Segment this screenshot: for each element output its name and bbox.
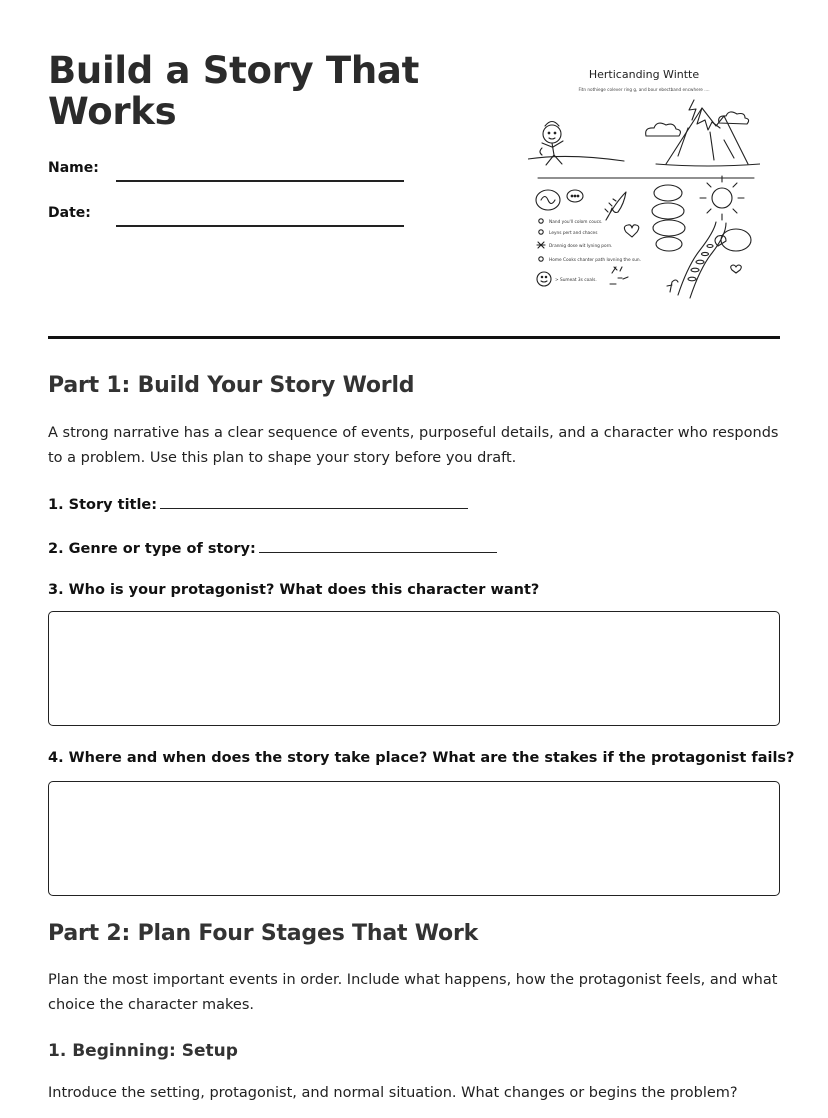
part1-intro: A strong narrative has a clear sequence of events, purposeful details, and a character who responds to a problem. Use this plan to shape your story before you draft. — [48, 425, 779, 466]
name-field — [48, 160, 408, 184]
illustration-list-item: Drannig dose wit lyning porn. — [549, 244, 613, 249]
part2-intro: Plan the most important events in order. Include what happens, how the protagonist feels, and what choice the character makes. — [48, 972, 778, 1013]
heart-icon — [624, 225, 638, 237]
section-divider — [48, 336, 780, 339]
stage1-heading: 1. Beginning: Setup — [48, 1041, 238, 1061]
stage1-prompt: Introduce the setting, protagonist, and normal situation. What changes or begins the problem? — [48, 1085, 738, 1101]
illustration-list-item: Leyns pert and chaces — [549, 231, 598, 236]
question-label: 1. Story title: — [48, 497, 158, 513]
name-label: Name: — [48, 160, 99, 176]
question-label: 2. Genre or type of story: — [48, 541, 256, 557]
illustration-caption: Fitn nothiege colever ring g, and bour ebectband encwhere .... — [578, 87, 710, 92]
thought-bubbles — [536, 190, 583, 210]
story-title-blank[interactable] — [160, 494, 468, 509]
question-protagonist: 3. Who is your protagonist? What does this character want? — [48, 582, 540, 598]
stacked-ovals — [652, 185, 685, 251]
list-bullets — [537, 219, 551, 286]
part2-heading: Part 2: Plan Four Stages That Work — [48, 921, 479, 946]
question-setting: 4. Where and when does the story take place? What are the stakes if the protagonist fails? — [48, 750, 795, 766]
illustration-heading: Herticanding Wintte — [588, 68, 700, 81]
winding-path — [667, 222, 726, 298]
illustration-list-item: Home Cooks chanter path lovning the sun. — [549, 258, 642, 263]
story-illustration — [528, 60, 760, 300]
date-field — [48, 205, 408, 229]
illustration-list-item: Nand you'll colom coucs. — [549, 220, 603, 225]
mountain-icon — [656, 100, 760, 166]
question-story-title — [48, 494, 468, 513]
child-figure — [528, 122, 624, 166]
name-line[interactable] — [116, 180, 404, 182]
page-title: Build a Story That Works — [48, 49, 419, 133]
feather-icon — [605, 192, 626, 220]
genre-blank[interactable] — [259, 538, 497, 553]
date-line[interactable] — [116, 225, 404, 227]
question-genre — [48, 538, 497, 557]
part1-heading: Part 1: Build Your Story World — [48, 373, 415, 398]
small-heart-icon — [731, 265, 742, 273]
illustration-list-item: > Sumeat 3s coals. — [555, 278, 597, 283]
setting-answer-box[interactable] — [48, 781, 780, 896]
sun-icon — [700, 176, 744, 220]
cloud-1 — [646, 123, 681, 136]
scribble-marks — [610, 267, 628, 284]
date-label: Date: — [48, 205, 91, 221]
protagonist-answer-box[interactable] — [48, 611, 780, 726]
